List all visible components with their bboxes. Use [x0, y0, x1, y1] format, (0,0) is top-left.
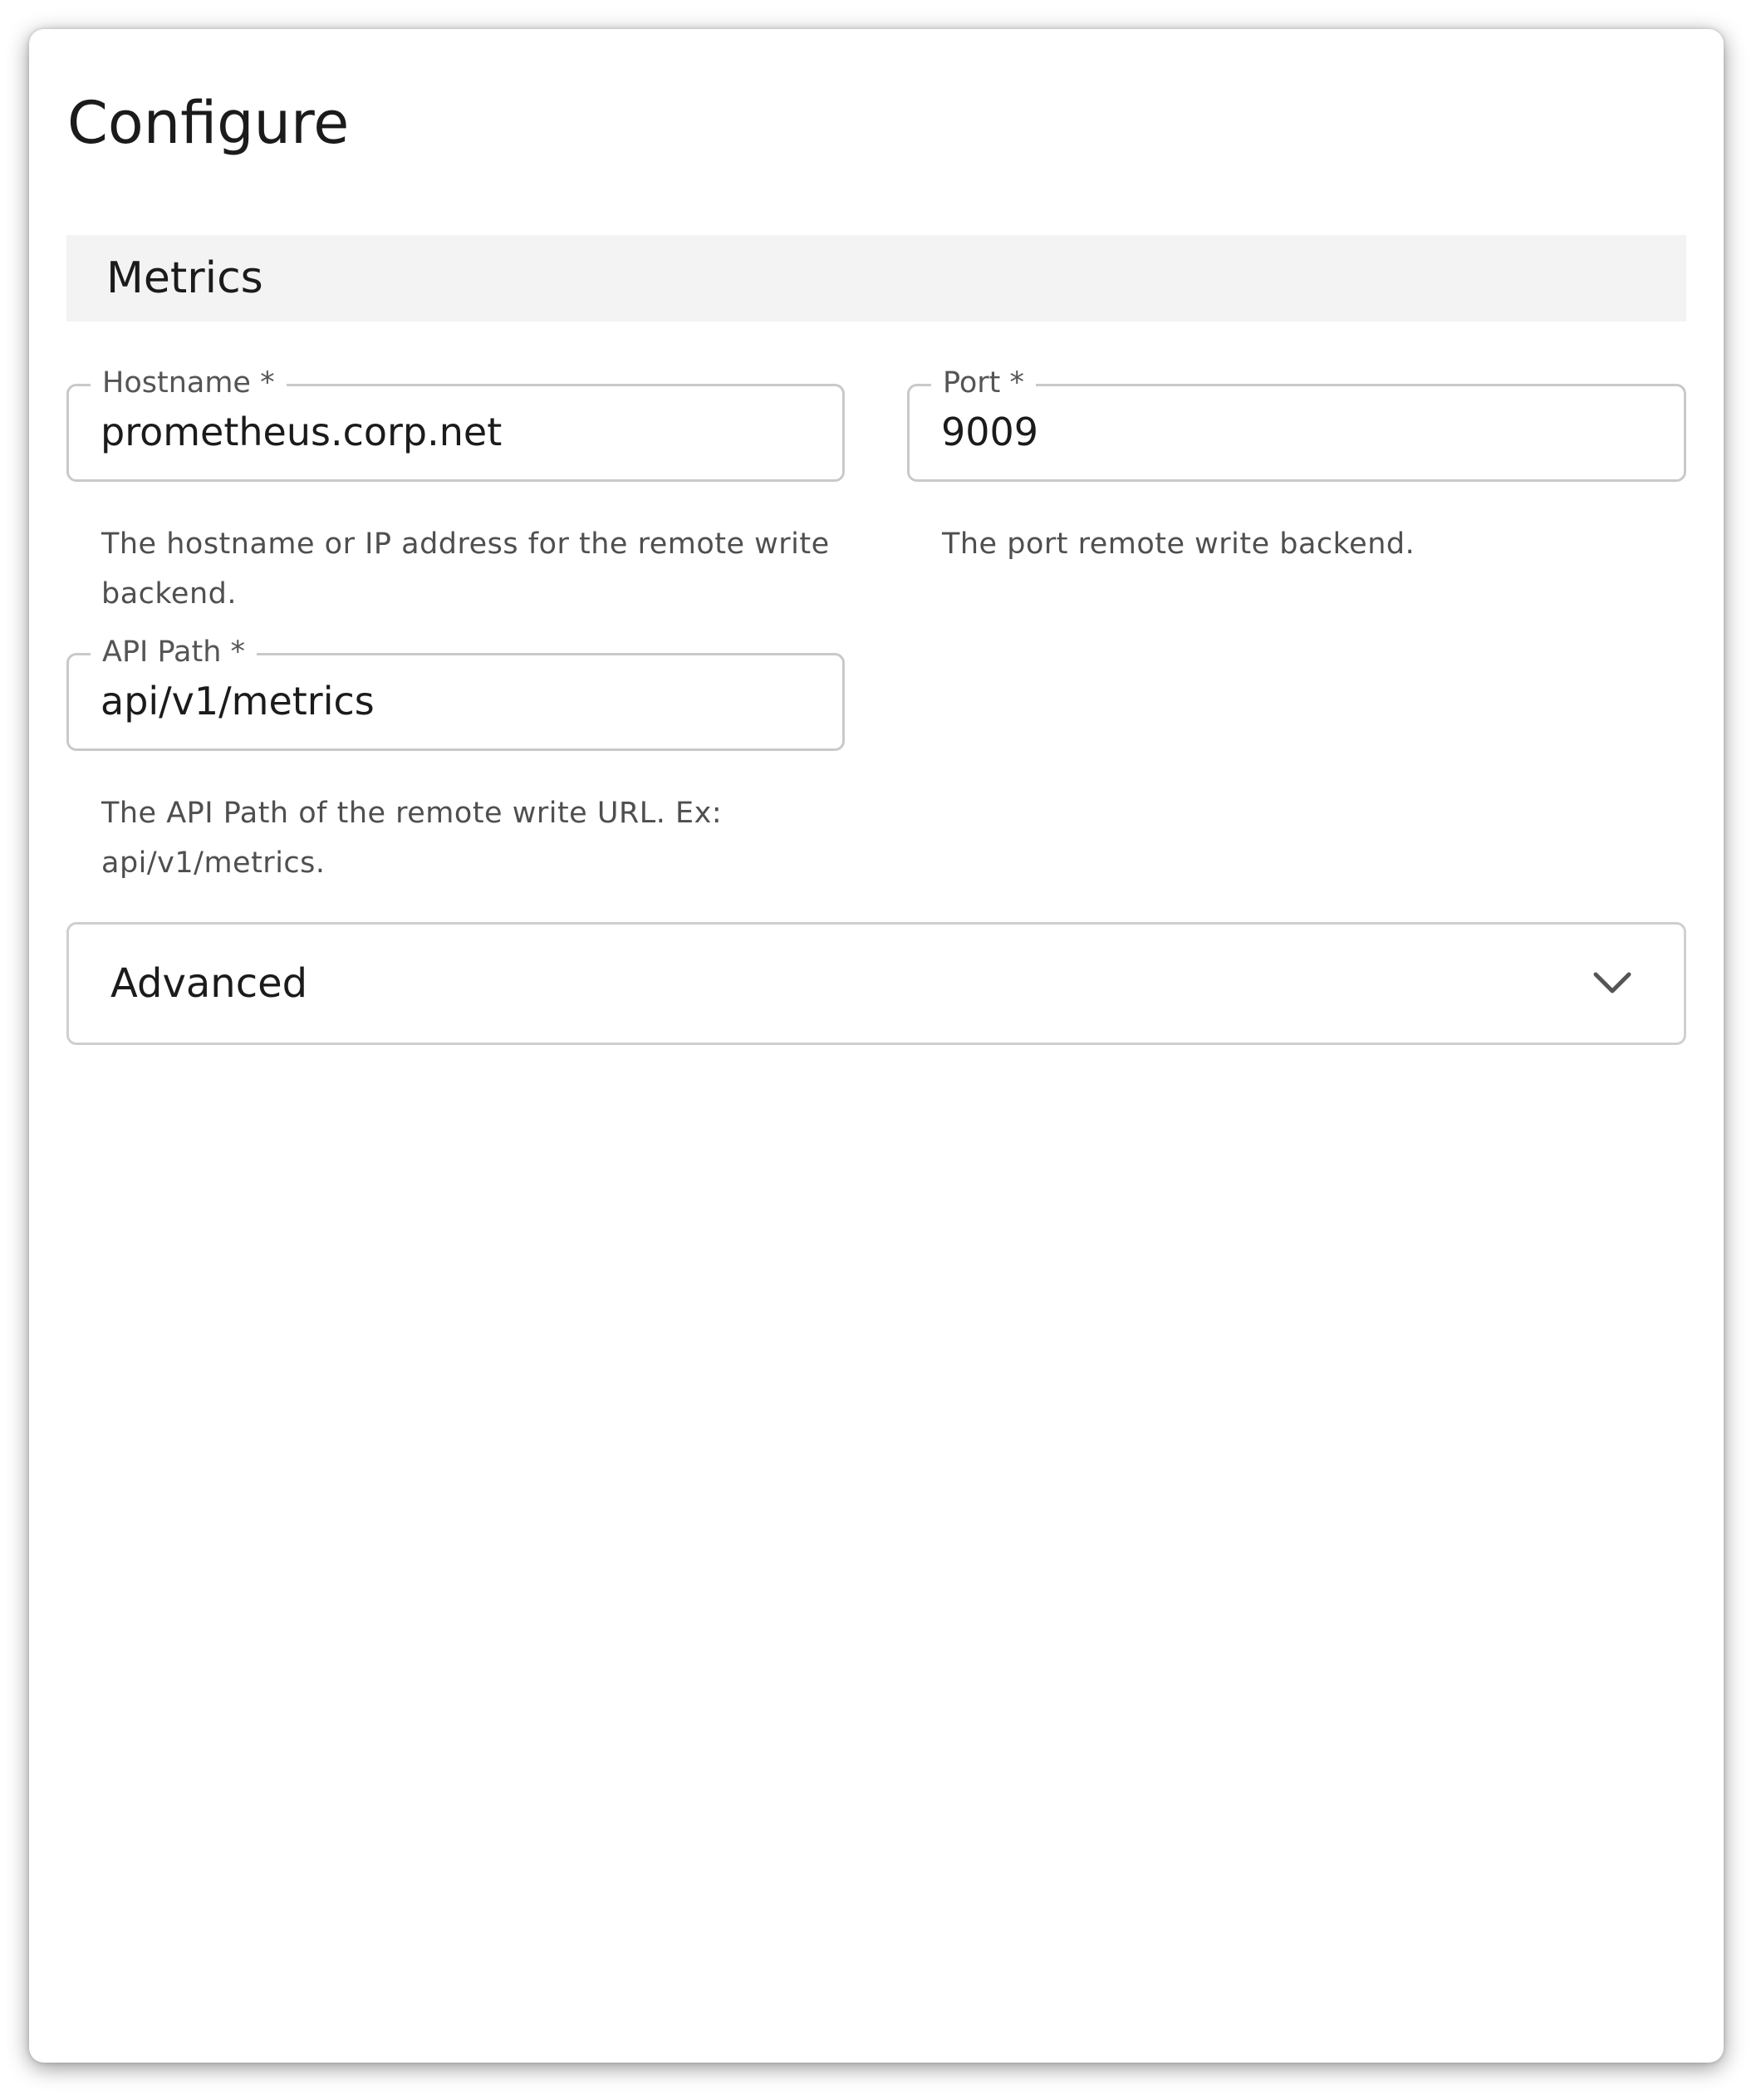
- section-title: Metrics: [106, 253, 263, 303]
- hostname-label: Hostname *: [91, 365, 287, 401]
- port-label: Port *: [931, 365, 1036, 401]
- port-input[interactable]: [941, 403, 1659, 461]
- chevron-down-icon[interactable]: [1592, 966, 1632, 999]
- advanced-label: Advanced: [110, 960, 308, 1007]
- hostname-input[interactable]: [101, 403, 817, 461]
- api-path-label: API Path *: [91, 634, 257, 670]
- port-field[interactable]: [907, 366, 1686, 482]
- hostname-field[interactable]: [66, 366, 845, 482]
- page-title: Configure: [67, 89, 350, 157]
- api-path-input[interactable]: [101, 672, 817, 730]
- api-path-helper-text: The API Path of the remote write URL. Ex: api/v1/metrics.: [101, 797, 723, 880]
- configure-dialog: [29, 29, 1724, 2063]
- advanced-accordion[interactable]: [66, 922, 1686, 1045]
- port-helper-text: The port remote write backend.: [942, 527, 1415, 561]
- hostname-helper-text: The hostname or IP address for the remote write backend.: [101, 527, 830, 611]
- section-header-metrics: [66, 235, 1686, 321]
- api-path-field[interactable]: [66, 635, 845, 751]
